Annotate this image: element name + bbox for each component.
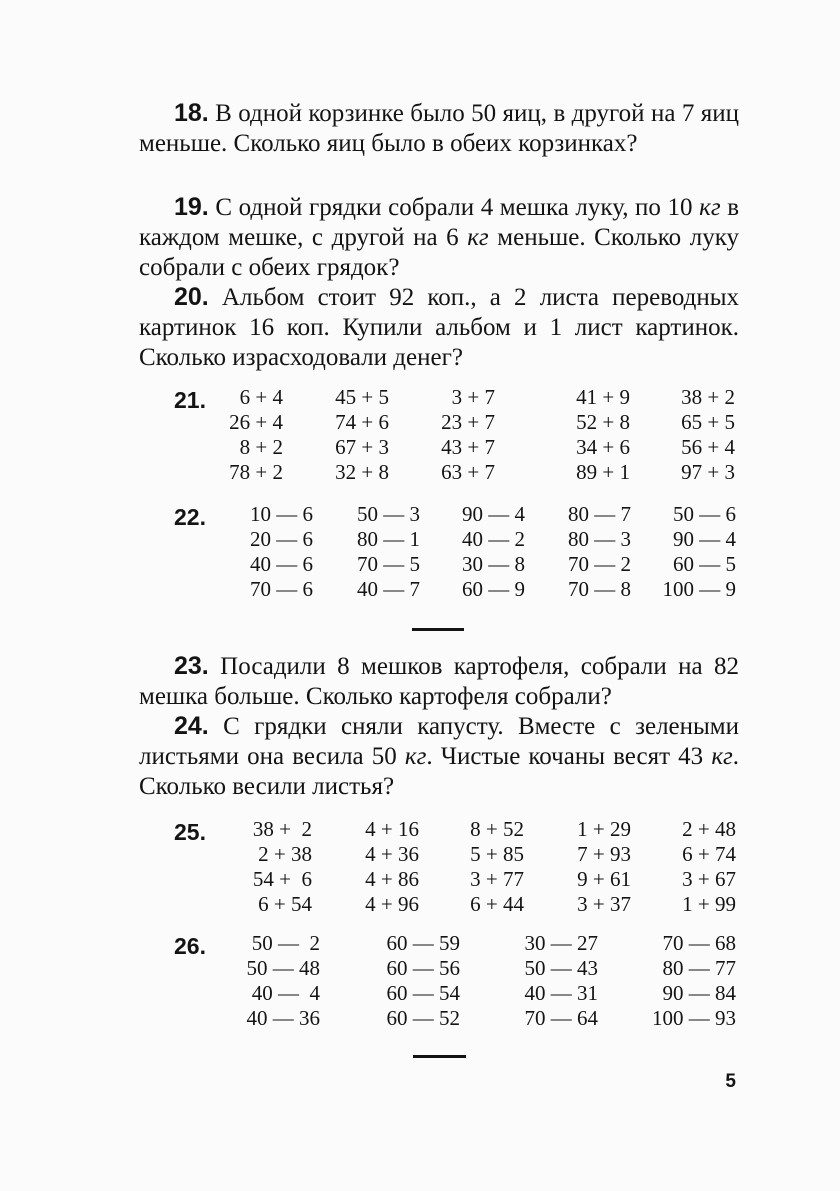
expression: 40 — 6 — [250, 552, 313, 576]
exercise-21-number: 21. — [174, 387, 206, 413]
expression: 80 — 3 — [568, 527, 631, 551]
problem-text: . Сколько весили листья? — [139, 743, 740, 800]
exercise-25-column — [365, 817, 419, 917]
expression: 23 + 7 — [441, 410, 495, 434]
expression: 50 — 2 — [251, 931, 320, 955]
expression: 3 + 67 — [682, 867, 736, 891]
exercise-25-column — [253, 817, 312, 917]
exercise-22-column — [250, 502, 313, 602]
expression: 97 + 3 — [681, 460, 735, 484]
expression: 3 + 37 — [577, 892, 631, 916]
expression: 38 + 2 — [252, 817, 312, 841]
unit-kg: кг — [711, 743, 733, 770]
exercise-22-column — [462, 502, 525, 602]
section-divider — [412, 628, 464, 631]
expression: 4 + 36 — [365, 842, 419, 866]
unit-kg: кг — [699, 194, 721, 221]
expression: 6 + 44 — [470, 892, 524, 916]
expression: 3 + 7 — [451, 385, 495, 409]
expression: 70 — 5 — [357, 552, 420, 576]
exercise-26-number: 26. — [174, 933, 206, 959]
expression: 52 + 8 — [576, 410, 630, 434]
expression: 80 — 77 — [662, 956, 736, 980]
expression: 1 + 29 — [577, 817, 631, 841]
expression: 4 + 86 — [365, 867, 419, 891]
expression: 70 — 68 — [662, 931, 736, 955]
problem-text: меньше. Сколько луку собрали с обеих грядок? — [139, 224, 739, 281]
expression: 80 — 7 — [568, 502, 631, 526]
problem-19 — [139, 192, 739, 283]
expression: 56 + 4 — [681, 435, 735, 459]
expression: 8 + 2 — [239, 435, 283, 459]
expression: 6 + 4 — [239, 385, 283, 409]
exercise-21-column — [229, 385, 283, 485]
exercise-26-column — [247, 931, 321, 1031]
problem-number: 19. — [174, 193, 209, 221]
problem-text: Посадили 8 мешков картофеля, собрали на 82 мешка больше. Сколько картофеля собрали? — [139, 653, 740, 710]
exercise-25-column — [682, 817, 736, 917]
expression: 70 — 8 — [568, 577, 631, 601]
expression: 32 + 8 — [335, 460, 389, 484]
problem-text: Альбом стоит 92 коп., а 2 листа переводных картинок 16 коп. Купили альбом и 1 лист картинок. Сколько израсходовали денег? — [139, 284, 740, 371]
expression: 90 — 84 — [662, 981, 736, 1005]
exercise-22-column — [663, 502, 737, 602]
problem-number: 18. — [174, 99, 209, 127]
expression: 50 — 43 — [524, 956, 598, 980]
exercise-26-column — [387, 931, 461, 1031]
expression: 100 — 9 — [662, 577, 736, 601]
exercise-25-column — [577, 817, 631, 917]
expression: 4 + 16 — [365, 817, 419, 841]
exercise-21-column — [441, 385, 495, 485]
unit-kg: кг — [467, 224, 489, 251]
expression: 50 — 6 — [673, 502, 736, 526]
expression: 80 — 1 — [357, 527, 420, 551]
expression: 8 + 52 — [470, 817, 524, 841]
expression: 65 + 5 — [681, 410, 735, 434]
expression: 2 + 38 — [258, 842, 312, 866]
expression: 74 + 6 — [335, 410, 389, 434]
expression: 63 + 7 — [441, 460, 495, 484]
expression: 34 + 6 — [576, 435, 630, 459]
problem-text: В одной корзинке было 50 яиц, в другой на 7 яиц меньше. Сколько яиц было в обеих корзинках? — [139, 100, 739, 157]
expression: 89 + 1 — [576, 460, 630, 484]
exercise-25-column — [470, 817, 524, 917]
expression: 6 + 74 — [682, 842, 736, 866]
problem-18 — [139, 98, 739, 159]
problem-23 — [139, 651, 739, 712]
problem-24 — [139, 711, 739, 802]
problem-text: в каждом мешке, с другой на 6 — [139, 194, 740, 251]
exercise-22-number: 22. — [174, 504, 206, 530]
problem-text: . Чистые кочаны весят 43 — [426, 743, 712, 770]
expression: 90 — 4 — [673, 527, 736, 551]
problem-number: 20. — [174, 283, 209, 311]
problem-number: 23. — [174, 652, 209, 680]
problem-text: С одной грядки собрали 4 мешка луку, по 10 — [215, 194, 700, 221]
problem-20 — [139, 282, 739, 373]
expression: 60 — 52 — [386, 1006, 460, 1030]
unit-kg: кг — [404, 743, 427, 770]
expression: 40 — 2 — [462, 527, 525, 551]
expression: 26 + 4 — [229, 410, 283, 434]
expression: 40 — 31 — [524, 981, 598, 1005]
expression: 1 + 99 — [682, 892, 736, 916]
expression: 40 — 7 — [357, 577, 420, 601]
expression: 60 — 54 — [386, 981, 460, 1005]
expression: 6 + 54 — [258, 892, 312, 916]
expression: 90 — 4 — [462, 502, 525, 526]
exercise-26-column — [652, 931, 736, 1031]
expression: 30 — 8 — [462, 552, 525, 576]
expression: 45 + 5 — [335, 385, 389, 409]
expression: 78 + 2 — [229, 460, 283, 484]
exercise-21-column — [681, 385, 735, 485]
expression: 40 — 4 — [251, 981, 320, 1005]
expression: 30 — 27 — [524, 931, 598, 955]
expression: 10 — 6 — [250, 502, 313, 526]
problem-text: С грядки сняли капусту. Вместе с зелеными листьями она весила 50 — [139, 713, 740, 770]
expression: 60 — 56 — [386, 956, 460, 980]
expression: 7 + 93 — [577, 842, 631, 866]
expression: 50 — 48 — [246, 956, 320, 980]
expression: 40 — 36 — [246, 1006, 320, 1030]
expression: 3 + 77 — [470, 867, 524, 891]
expression: 67 + 3 — [335, 435, 389, 459]
expression: 54 + 6 — [252, 867, 312, 891]
expression: 100 — 93 — [652, 1006, 736, 1030]
expression: 9 + 61 — [577, 867, 631, 891]
expression: 50 — 3 — [357, 502, 420, 526]
section-divider — [413, 1055, 466, 1058]
expression: 2 + 48 — [682, 817, 736, 841]
expression: 4 + 96 — [365, 892, 419, 916]
exercise-22-column — [568, 502, 631, 602]
expression: 41 + 9 — [576, 385, 630, 409]
expression: 5 + 85 — [470, 842, 524, 866]
expression: 70 — 2 — [568, 552, 631, 576]
expression: 60 — 59 — [386, 931, 460, 955]
expression: 60 — 9 — [462, 577, 525, 601]
exercise-22-column — [357, 502, 420, 602]
expression: 70 — 6 — [250, 577, 313, 601]
exercise-25-number: 25. — [174, 819, 206, 845]
expression: 20 — 6 — [250, 527, 313, 551]
expression: 70 — 64 — [524, 1006, 598, 1030]
exercise-26-column — [525, 931, 599, 1031]
expression: 43 + 7 — [441, 435, 495, 459]
expression: 38 + 2 — [681, 385, 735, 409]
exercise-21-column — [335, 385, 389, 485]
problem-number: 24. — [174, 712, 209, 740]
exercise-21-column — [576, 385, 630, 485]
page-number: 5 — [725, 1071, 736, 1092]
expression: 60 — 5 — [673, 552, 736, 576]
